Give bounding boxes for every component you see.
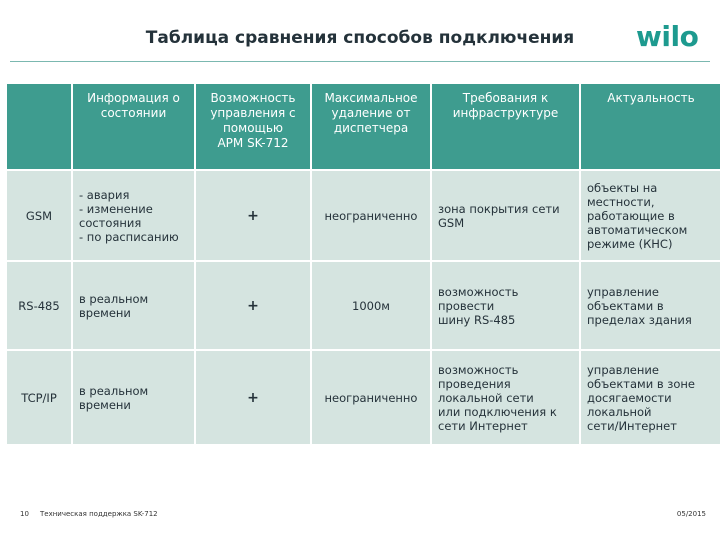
- page-title: Таблица сравнения способов подключения: [145, 28, 575, 48]
- footer-subtitle: Техническая поддержка SK-712: [40, 510, 158, 518]
- table-cell-control: +: [196, 351, 310, 444]
- table-cell-control: +: [196, 262, 310, 349]
- table-cell-info: - авария - изменение состояния - по расписанию: [73, 171, 194, 260]
- header-cell-infrastructure: Требования к инфраструктуре: [432, 84, 579, 169]
- header-cell-status-info: Информация о состоянии: [73, 84, 194, 169]
- header-cell-empty: [7, 84, 71, 169]
- table-cell-distance: неограниченно: [312, 351, 430, 444]
- table-cell-infrastructure: зона покрытия сети GSM: [432, 171, 579, 260]
- header-cell-control: Возможность управления с помощью АРМ SK-712: [196, 84, 310, 169]
- header-cell-distance: Максимальное удаление от диспетчера: [312, 84, 430, 169]
- footer-date: 05/2015: [676, 510, 706, 518]
- title-divider: [10, 61, 710, 62]
- row-label-gsm: GSM: [7, 171, 71, 260]
- table-cell-control: +: [196, 171, 310, 260]
- table-cell-distance: 1000м: [312, 262, 430, 349]
- page-number: 10: [20, 510, 29, 518]
- header-cell-relevance: Актуальность: [581, 84, 720, 169]
- table-cell-infrastructure: возможность проведения локальной сети или подключения к сети Интернет: [432, 351, 579, 444]
- row-label-rs485: RS-485: [7, 262, 71, 349]
- row-label-tcpip: TCP/IP: [7, 351, 71, 444]
- table-cell-info: в реальном времени: [73, 262, 194, 349]
- table-cell-infrastructure: возможность провести шину RS-485: [432, 262, 579, 349]
- table-cell-distance: неограниченно: [312, 171, 430, 260]
- table-cell-relevance: управление объектами в пределах здания: [581, 262, 720, 349]
- table-cell-relevance: управление объектами в зоне досягаемости локальной сети/Интернет: [581, 351, 720, 444]
- comparison-table: [7, 84, 711, 438]
- table-cell-info: в реальном времени: [73, 351, 194, 444]
- table-cell-relevance: объекты на местности, работающие в автоматическом режиме (КНС): [581, 171, 720, 260]
- wilo-logo: wilo: [636, 20, 699, 53]
